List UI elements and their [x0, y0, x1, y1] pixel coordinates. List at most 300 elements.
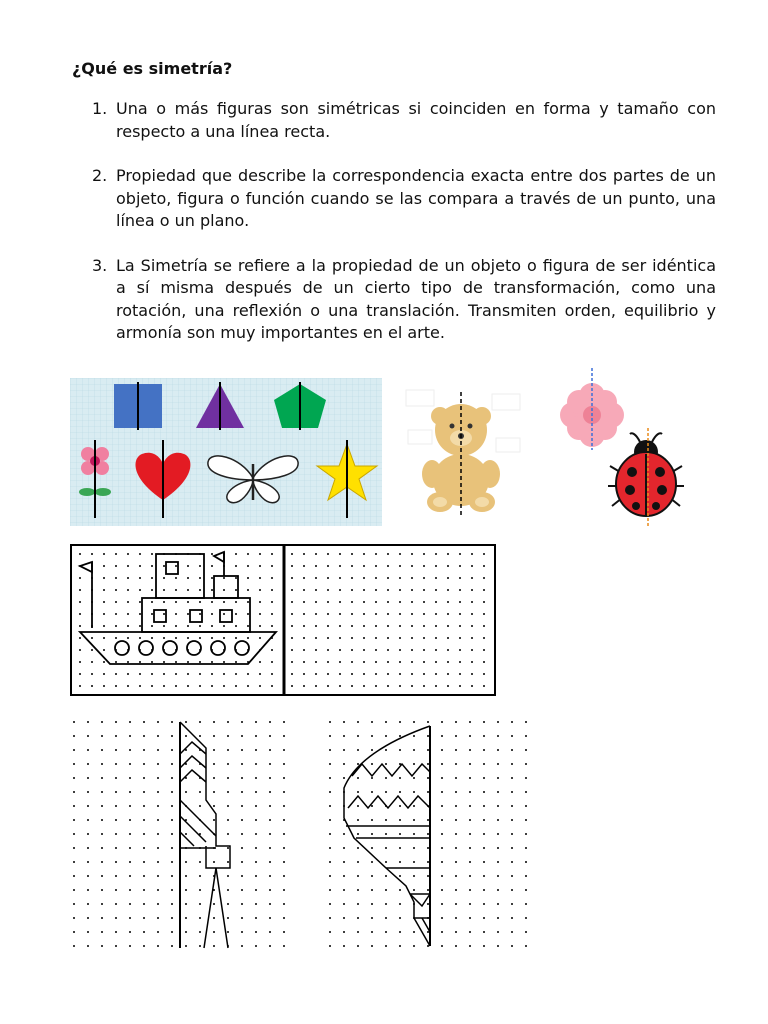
- grid-dot: [185, 903, 187, 905]
- grid-dot: [441, 749, 443, 751]
- grid-dot: [483, 917, 485, 919]
- grid-dot: [497, 721, 499, 723]
- grid-dot: [343, 777, 345, 779]
- grid-dot: [399, 847, 401, 849]
- grid-dot: [371, 917, 373, 919]
- grid-dot: [103, 565, 105, 567]
- grid-dot: [185, 833, 187, 835]
- grid-dot: [127, 637, 129, 639]
- grid-dot: [269, 791, 271, 793]
- grid-dot: [185, 735, 187, 737]
- definition-item-2: [92, 165, 716, 233]
- grid-dot: [283, 917, 285, 919]
- grid-dot: [115, 685, 117, 687]
- grid-dot: [423, 661, 425, 663]
- grid-dot: [435, 577, 437, 579]
- grid-dot: [143, 945, 145, 947]
- grid-dot: [427, 777, 429, 779]
- grid-dot: [211, 637, 213, 639]
- grid-dot: [223, 685, 225, 687]
- grid-dot: [269, 763, 271, 765]
- grid-dot: [511, 889, 513, 891]
- grid-dot: [199, 861, 201, 863]
- grid-dot: [185, 917, 187, 919]
- grid-dot: [471, 613, 473, 615]
- grid-dot: [91, 685, 93, 687]
- grid-dot: [399, 917, 401, 919]
- grid-dot: [413, 721, 415, 723]
- grid-dot: [371, 861, 373, 863]
- grid-dot: [497, 805, 499, 807]
- grid-dot: [115, 553, 117, 555]
- grid-dot: [291, 613, 293, 615]
- grid-dot: [185, 721, 187, 723]
- grid-dot: [115, 613, 117, 615]
- grid-dot: [371, 847, 373, 849]
- grid-dot: [151, 685, 153, 687]
- grid-dot: [283, 861, 285, 863]
- grid-dot: [79, 613, 81, 615]
- grid-dot: [441, 861, 443, 863]
- grid-dot: [79, 625, 81, 627]
- grid-dot: [327, 673, 329, 675]
- grid-dot: [269, 889, 271, 891]
- grid-dot: [511, 721, 513, 723]
- grid-dot: [423, 673, 425, 675]
- grid-dot: [351, 565, 353, 567]
- grid-dot: [171, 861, 173, 863]
- grid-dot: [171, 791, 173, 793]
- grid-dot: [497, 917, 499, 919]
- grid-dot: [101, 819, 103, 821]
- grid-dot: [139, 661, 141, 663]
- grid-dot: [187, 577, 189, 579]
- grid-dot: [411, 661, 413, 663]
- grid-dot: [175, 637, 177, 639]
- grid-dot: [255, 791, 257, 793]
- grid-dot: [303, 685, 305, 687]
- grid-dot: [73, 777, 75, 779]
- grid-dot: [303, 673, 305, 675]
- grid-dot: [375, 565, 377, 567]
- grid-dot: [163, 601, 165, 603]
- grid-dot: [143, 931, 145, 933]
- grid-dot: [213, 749, 215, 751]
- grid-dot: [143, 819, 145, 821]
- grid-dot: [351, 673, 353, 675]
- grid-dot: [327, 565, 329, 567]
- grid-dot: [157, 917, 159, 919]
- grid-dot: [241, 903, 243, 905]
- grid-dot: [469, 945, 471, 947]
- grid-dot: [339, 589, 341, 591]
- grid-dot: [259, 637, 261, 639]
- grid-dot: [411, 673, 413, 675]
- grid-dot: [91, 649, 93, 651]
- grid-dot: [283, 945, 285, 947]
- grid-dot: [357, 721, 359, 723]
- grid-dot: [525, 903, 527, 905]
- grid-dot: [469, 819, 471, 821]
- grid-dot: [129, 791, 131, 793]
- grid-dot: [171, 749, 173, 751]
- grid-dot: [157, 861, 159, 863]
- grid-dot: [363, 649, 365, 651]
- grid-dot: [143, 749, 145, 751]
- grid-dot: [223, 589, 225, 591]
- grid-dot: [447, 649, 449, 651]
- grid-dot: [91, 637, 93, 639]
- grid-dot: [399, 685, 401, 687]
- grid-dot: [327, 589, 329, 591]
- grid-dot: [343, 931, 345, 933]
- grid-dot: [351, 661, 353, 663]
- grid-dot: [101, 875, 103, 877]
- grid-dot: [115, 945, 117, 947]
- grid-dot: [447, 613, 449, 615]
- grid-dot: [255, 847, 257, 849]
- grid-dot: [115, 861, 117, 863]
- grid-dot: [447, 601, 449, 603]
- grid-dot: [171, 805, 173, 807]
- grid-dot: [103, 601, 105, 603]
- grid-dot: [497, 735, 499, 737]
- grid-dot: [163, 661, 165, 663]
- grid-dot: [343, 749, 345, 751]
- grid-dot: [459, 649, 461, 651]
- grid-dot: [271, 565, 273, 567]
- grid-dot: [73, 763, 75, 765]
- grid-dot: [399, 777, 401, 779]
- grid-dot: [399, 861, 401, 863]
- grid-dot: [427, 931, 429, 933]
- boat-drawing: [70, 544, 498, 698]
- grid-dot: [427, 833, 429, 835]
- grid-dot: [143, 861, 145, 863]
- grid-dot: [469, 861, 471, 863]
- grid-dot: [127, 673, 129, 675]
- grid-dot: [399, 833, 401, 835]
- grid-dot: [241, 889, 243, 891]
- grid-dot: [259, 601, 261, 603]
- grid-dot: [511, 917, 513, 919]
- grid-dot: [157, 805, 159, 807]
- grid-dot: [227, 903, 229, 905]
- grid-dot: [213, 777, 215, 779]
- grid-dot: [269, 721, 271, 723]
- grid-dot: [327, 649, 329, 651]
- grid-dot: [129, 847, 131, 849]
- grid-dot: [357, 875, 359, 877]
- grid-dot: [385, 875, 387, 877]
- grid-dot: [455, 777, 457, 779]
- grid-dot: [101, 791, 103, 793]
- grid-dot: [101, 847, 103, 849]
- grid-dot: [227, 721, 229, 723]
- grid-dot: [103, 625, 105, 627]
- grid-dot: [269, 777, 271, 779]
- grid-dot: [399, 945, 401, 947]
- grid-dot: [497, 749, 499, 751]
- grid-dot: [171, 931, 173, 933]
- grid-dot: [143, 833, 145, 835]
- grid-dot: [441, 847, 443, 849]
- grid-dot: [187, 613, 189, 615]
- grid-dot: [447, 625, 449, 627]
- grid-dot: [351, 553, 353, 555]
- grid-dot: [269, 735, 271, 737]
- grid-dot: [411, 601, 413, 603]
- grid-dot: [129, 763, 131, 765]
- grid-dot: [259, 577, 261, 579]
- grid-dot: [87, 847, 89, 849]
- grid-dot: [241, 749, 243, 751]
- grid-dot: [497, 777, 499, 779]
- grid-dot: [291, 685, 293, 687]
- grid-dot: [471, 553, 473, 555]
- grid-dot: [357, 763, 359, 765]
- grid-dot: [441, 889, 443, 891]
- grid-dot: [187, 601, 189, 603]
- grid-dot: [469, 791, 471, 793]
- grid-dot: [259, 625, 261, 627]
- grid-dot: [511, 875, 513, 877]
- grid-dot: [115, 875, 117, 877]
- grid-dot: [339, 553, 341, 555]
- grid-dot: [471, 685, 473, 687]
- grid-dot: [211, 601, 213, 603]
- grid-dot: [235, 589, 237, 591]
- grid-dot: [497, 847, 499, 849]
- flower-ladybug-panel: [548, 368, 708, 528]
- grid-dot: [303, 577, 305, 579]
- grid-dot: [375, 589, 377, 591]
- grid-dot: [115, 763, 117, 765]
- grid-dot: [371, 735, 373, 737]
- grid-dot: [283, 833, 285, 835]
- grid-dot: [143, 847, 145, 849]
- grid-dot: [315, 613, 317, 615]
- grid-dot: [413, 805, 415, 807]
- grid-dot: [139, 637, 141, 639]
- grid-dot: [441, 805, 443, 807]
- grid-dot: [175, 661, 177, 663]
- grid-dot: [171, 875, 173, 877]
- grid-dot: [441, 763, 443, 765]
- grid-dot: [471, 649, 473, 651]
- grid-dot: [127, 565, 129, 567]
- grid-dot: [371, 749, 373, 751]
- grid-dot: [73, 735, 75, 737]
- grid-dot: [73, 833, 75, 835]
- grid-dot: [525, 917, 527, 919]
- grid-dot: [129, 735, 131, 737]
- grid-dot: [127, 601, 129, 603]
- grid-dot: [291, 601, 293, 603]
- grid-dot: [175, 589, 177, 591]
- grid-dot: [199, 721, 201, 723]
- grid-dot: [371, 903, 373, 905]
- grid-dot: [87, 861, 89, 863]
- grid-dot: [413, 735, 415, 737]
- grid-dot: [171, 917, 173, 919]
- grid-dot: [211, 613, 213, 615]
- grid-dot: [199, 613, 201, 615]
- item-number: 3.: [92, 255, 108, 275]
- grid-dot: [423, 565, 425, 567]
- grid-dot: [435, 565, 437, 567]
- grid-dot: [87, 777, 89, 779]
- rocket-drawing: [70, 718, 292, 950]
- grid-dot: [329, 847, 331, 849]
- grid-dot: [187, 625, 189, 627]
- grid-dot: [363, 637, 365, 639]
- grid-dot: [427, 861, 429, 863]
- grid-dot: [385, 861, 387, 863]
- grid-dot: [269, 917, 271, 919]
- grid-dot: [73, 945, 75, 947]
- grid-dot: [271, 649, 273, 651]
- grid-dot: [87, 931, 89, 933]
- grid-dot: [385, 889, 387, 891]
- grid-dot: [227, 931, 229, 933]
- grid-dot: [259, 673, 261, 675]
- grid-dot: [151, 577, 153, 579]
- grid-dot: [223, 625, 225, 627]
- grid-dot: [441, 819, 443, 821]
- grid-dot: [291, 577, 293, 579]
- grid-dot: [497, 861, 499, 863]
- grid-dot: [103, 673, 105, 675]
- grid-dot: [115, 577, 117, 579]
- grid-dot: [399, 637, 401, 639]
- grid-dot: [483, 931, 485, 933]
- grid-dot: [399, 735, 401, 737]
- grid-dot: [327, 637, 329, 639]
- grid-dot: [327, 625, 329, 627]
- grid-dot: [459, 613, 461, 615]
- grid-dot: [303, 553, 305, 555]
- grid-dot: [441, 875, 443, 877]
- grid-dot: [87, 805, 89, 807]
- grid-dot: [157, 791, 159, 793]
- grid-dot: [271, 601, 273, 603]
- grid-dot: [371, 889, 373, 891]
- grid-dot: [157, 833, 159, 835]
- teddy-bear-icon: [400, 380, 525, 520]
- grid-dot: [115, 721, 117, 723]
- grid-dot: [269, 749, 271, 751]
- grid-dot: [413, 833, 415, 835]
- grid-dot: [357, 889, 359, 891]
- grid-dot: [483, 875, 485, 877]
- grid-dot: [435, 673, 437, 675]
- grid-dot: [399, 791, 401, 793]
- grid-dot: [227, 833, 229, 835]
- grid-dot: [103, 661, 105, 663]
- grid-dot: [329, 931, 331, 933]
- grid-dot: [469, 847, 471, 849]
- grid-dot: [143, 889, 145, 891]
- ladybug-icon: [608, 428, 684, 526]
- grid-dot: [385, 903, 387, 905]
- grid-dot: [255, 861, 257, 863]
- grid-dot: [469, 777, 471, 779]
- grid-dot: [235, 577, 237, 579]
- grid-dot: [303, 565, 305, 567]
- grid-dot: [87, 819, 89, 821]
- grid-dot: [511, 735, 513, 737]
- grid-dot: [103, 589, 105, 591]
- grid-dot: [459, 553, 461, 555]
- grid-dot: [127, 661, 129, 663]
- grid-dot: [303, 625, 305, 627]
- grid-dot: [115, 565, 117, 567]
- grid-dot: [101, 917, 103, 919]
- grid-dot: [315, 685, 317, 687]
- grid-dot: [459, 577, 461, 579]
- grid-dot: [399, 931, 401, 933]
- grid-dot: [255, 917, 257, 919]
- grid-dot: [329, 917, 331, 919]
- grid-dot: [427, 819, 429, 821]
- grid-dot: [227, 791, 229, 793]
- grid-dot: [235, 637, 237, 639]
- grid-dot: [163, 565, 165, 567]
- grid-dot: [129, 861, 131, 863]
- grid-dot: [329, 763, 331, 765]
- grid-dot: [471, 577, 473, 579]
- grid-dot: [525, 763, 527, 765]
- grid-dot: [87, 763, 89, 765]
- grid-dot: [283, 763, 285, 765]
- grid-dot: [447, 673, 449, 675]
- grid-dot: [241, 847, 243, 849]
- grid-dot: [187, 673, 189, 675]
- grid-dot: [227, 735, 229, 737]
- grid-dot: [511, 791, 513, 793]
- grid-dot: [525, 931, 527, 933]
- grid-dot: [483, 749, 485, 751]
- grid-dot: [329, 721, 331, 723]
- grid-dot: [399, 819, 401, 821]
- grid-dot: [199, 601, 201, 603]
- grid-dot: [343, 889, 345, 891]
- grid-dot: [363, 673, 365, 675]
- grid-dot: [399, 661, 401, 663]
- grid-dot: [171, 735, 173, 737]
- grid-dot: [483, 685, 485, 687]
- grid-dot: [187, 589, 189, 591]
- grid-dot: [455, 945, 457, 947]
- grid-dot: [129, 875, 131, 877]
- grid-dot: [211, 661, 213, 663]
- grid-dot: [357, 931, 359, 933]
- grid-dot: [399, 805, 401, 807]
- grid-dot: [303, 589, 305, 591]
- balloon-drawing: [326, 718, 538, 950]
- grid-dot: [157, 847, 159, 849]
- grid-dot: [115, 601, 117, 603]
- grid-dot: [351, 637, 353, 639]
- grid-dot: [447, 661, 449, 663]
- grid-dot: [411, 589, 413, 591]
- grid-dot: [199, 889, 201, 891]
- grid-dot: [511, 777, 513, 779]
- grid-dot: [175, 613, 177, 615]
- grid-dot: [269, 805, 271, 807]
- grid-dot: [339, 637, 341, 639]
